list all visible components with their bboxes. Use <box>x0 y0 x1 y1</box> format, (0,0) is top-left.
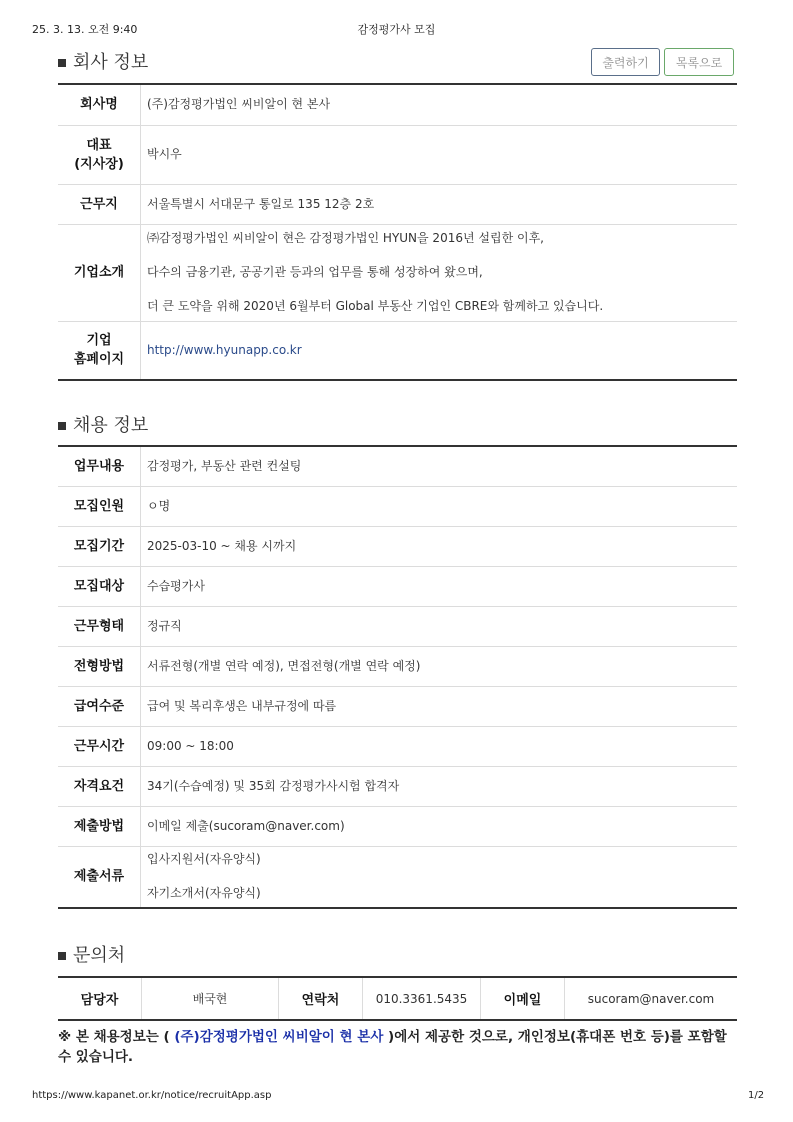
disclaimer-notice <box>58 1027 738 1067</box>
table-row <box>58 726 737 766</box>
company-intro-value <box>141 224 738 321</box>
salary-value: 급여 및 복리후생은 내부규정에 따름 <box>141 686 738 726</box>
company-name-value: (주)감정평가법인 씨비알이 현 본사 <box>141 84 738 125</box>
table-row <box>58 766 737 806</box>
job-description-value: 감정평가, 부동산 관련 컨설팅 <box>141 446 738 486</box>
target-label: 모집대상 <box>58 566 141 606</box>
table-row <box>58 806 737 846</box>
print-button[interactable]: 출력하기 <box>591 48 660 76</box>
notice-suffix: )에서 제공한 것으로, 개인정보(휴대폰 번호 등)를 포함할 수 있습니다. <box>58 1029 727 1065</box>
employment-type-label: 근무형태 <box>58 606 141 646</box>
table-row <box>58 526 737 566</box>
submission-method-label: 제출방법 <box>58 806 141 846</box>
recruit-info-table <box>58 445 737 909</box>
contact-table <box>58 976 737 1021</box>
required-documents-value <box>141 846 738 908</box>
recruit-period-value: 2025-03-10 ~ 채용 시까지 <box>141 526 738 566</box>
print-url: https://www.kapanet.or.kr/notice/recruitApp.asp <box>32 1090 272 1101</box>
employment-type-value: 정규직 <box>141 606 738 646</box>
company-intro-line: ㈜감정평가법인 씨비알이 현은 감정평가법인 HYUN을 2016년 설립한 이후, <box>147 231 544 245</box>
job-description-label: 업무내용 <box>58 446 141 486</box>
homepage-label: 기업 홈페이지 <box>58 321 141 380</box>
table-row <box>58 446 737 486</box>
table-row <box>58 184 737 224</box>
work-location-label: 근무지 <box>58 184 141 224</box>
table-row <box>58 321 737 380</box>
work-location-value: 서울특별시 서대문구 통일로 135 12층 2호 <box>141 184 738 224</box>
qualification-value: 34기(수습예정) 및 35회 감정평가사시험 합격자 <box>141 766 738 806</box>
representative-label: 대표 (지사장) <box>58 125 141 184</box>
contact-section-title <box>58 941 125 967</box>
company-intro-line: 다수의 금융기관, 공공기관 등과의 업무를 통해 성장하여 왔으며, <box>147 265 483 279</box>
table-row <box>58 84 737 125</box>
print-datetime: 25. 3. 13. 오전 9:40 <box>32 23 138 36</box>
table-row <box>58 606 737 646</box>
company-intro-line: 더 큰 도약을 위해 2020년 6월부터 Global 부동산 기업인 CBRE와 함께하고 있습니다. <box>147 299 604 313</box>
representative-value: 박시우 <box>141 125 738 184</box>
required-documents-label: 제출서류 <box>58 846 141 908</box>
selection-method-value: 서류전형(개별 연락 예정), 면접전형(개별 연락 예정) <box>141 646 738 686</box>
square-bullet-icon <box>58 59 66 67</box>
square-bullet-icon <box>58 952 66 960</box>
company-info-table <box>58 83 737 381</box>
headcount-label: 모집인원 <box>58 486 141 526</box>
qualification-label: 자격요건 <box>58 766 141 806</box>
manager-value: 배국현 <box>142 977 279 1020</box>
selection-method-label: 전형방법 <box>58 646 141 686</box>
table-row <box>58 646 737 686</box>
table-row <box>58 125 737 184</box>
table-row <box>58 977 737 1020</box>
salary-label: 급여수준 <box>58 686 141 726</box>
homepage-link-cell <box>141 321 738 380</box>
print-page-number: 1/2 <box>748 1090 765 1101</box>
email-label: 이메일 <box>481 977 565 1020</box>
square-bullet-icon <box>58 422 66 430</box>
company-section-title <box>58 48 148 74</box>
back-to-list-button[interactable]: 목록으로 <box>664 48 734 76</box>
recruit-section-title-text: 채용 정보 <box>73 415 149 436</box>
target-value: 수습평가사 <box>141 566 738 606</box>
company-section-title-text: 회사 정보 <box>73 52 149 73</box>
email-value: sucoram@naver.com <box>587 991 715 1006</box>
phone-label: 연락처 <box>279 977 363 1020</box>
phone-value: 010.3361.5435 <box>363 977 481 1020</box>
required-document-item: 자기소개서(자유양식) <box>147 886 261 901</box>
work-hours-label: 근무시간 <box>58 726 141 766</box>
table-row <box>58 566 737 606</box>
work-hours-value: 09:00 ~ 18:00 <box>141 726 738 766</box>
print-page-title: 감정평가사 모집 <box>357 23 436 36</box>
notice-company-name: (주)감정평가법인 씨비알이 현 본사 <box>174 1029 384 1045</box>
company-name-label: 회사명 <box>58 84 141 125</box>
homepage-link[interactable]: http://www.hyunapp.co.kr <box>147 342 302 357</box>
company-intro-label: 기업소개 <box>58 224 141 321</box>
table-row <box>58 846 737 908</box>
required-document-item: 입사지원서(자유양식) <box>147 852 261 867</box>
table-row <box>58 686 737 726</box>
recruit-period-label: 모집기간 <box>58 526 141 566</box>
notice-prefix: ※ 본 채용정보는 ( <box>58 1029 175 1045</box>
table-row <box>58 486 737 526</box>
submission-method-value: 이메일 제출(sucoram@naver.com) <box>141 806 738 846</box>
table-row <box>58 224 737 321</box>
manager-label: 담당자 <box>58 977 142 1020</box>
headcount-value: ㅇ명 <box>141 486 738 526</box>
contact-section-title-text: 문의처 <box>73 945 126 966</box>
recruit-section-title <box>58 411 148 437</box>
